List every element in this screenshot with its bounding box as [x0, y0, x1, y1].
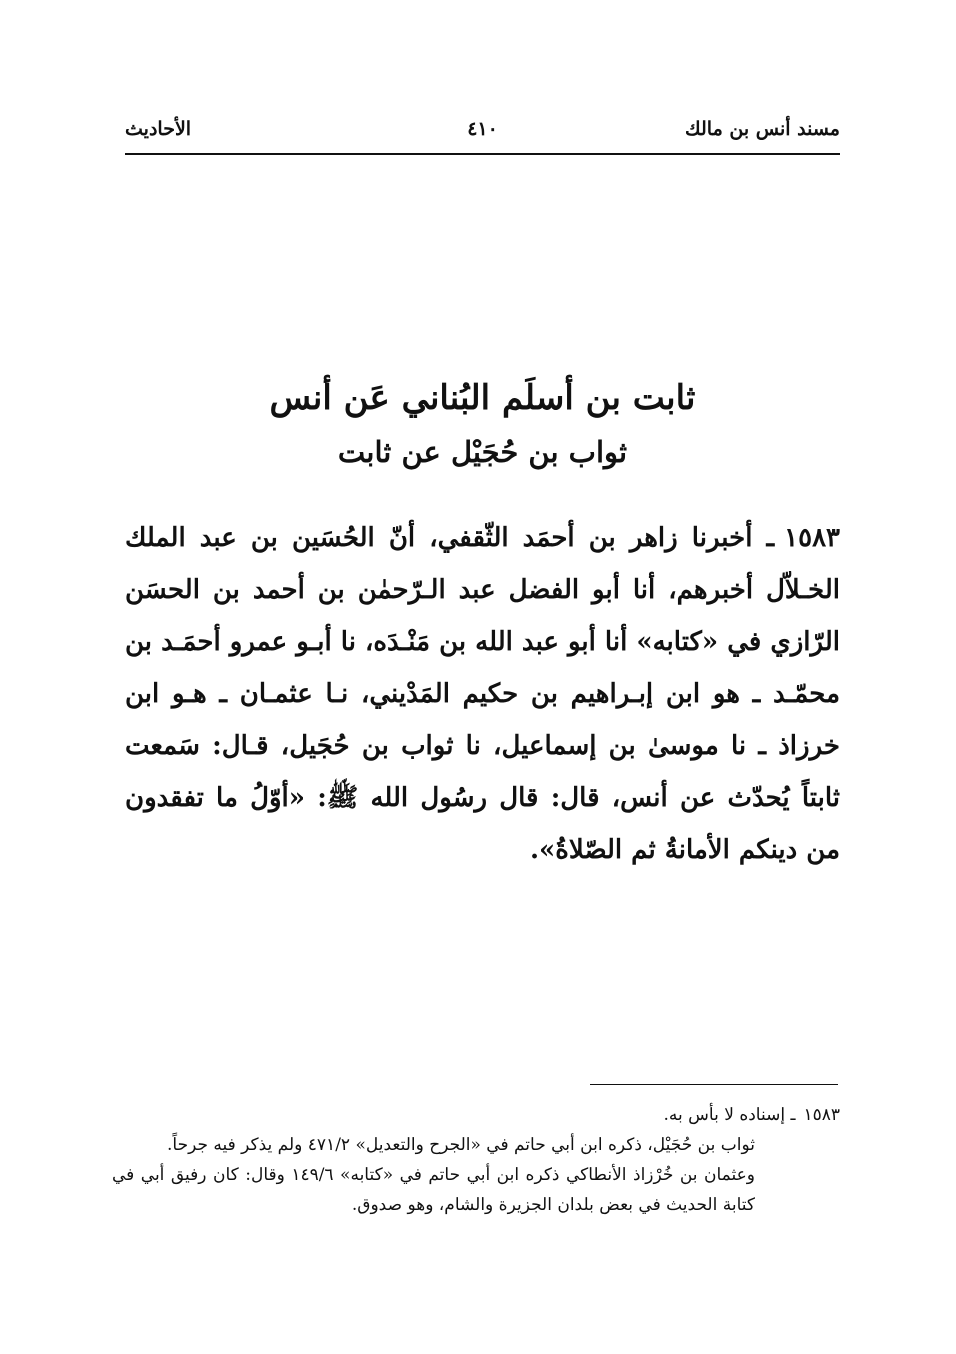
footnote-first-line — [112, 1100, 840, 1130]
footnote-number: ١٥٨٣ — [803, 1105, 840, 1125]
hadith-number: ١٥٨٣ — [784, 523, 840, 553]
hadith-text: ـ أخبرنا زاهر بن أحمَد الثّقفي، أنّ الحُسَين بن عبد الملك الخـلاّل أخبرهم، أنا أبو الفضل عبد الـرّحمٰن بن أحمد بن الحسَن الرّازي في «كتابه» أنا أبو عبد الله بن مَنْـدَه، نا أبـو عمرو أحمَـد بن محمّـد ـ هو ابن إبـراهيم بن حكيم المَدْيني، نـا عثمـان ـ هـو ابن خرزاذ ـ نا موسىٰ بن إسماعيل، نا ثواب بن حُجَيل، قـال: سَمعت ثابتاً يُحدّث عن أنس، قال: قال رسُول الله ﷺ: «أوّلُ ما تفقدون من دينكم الأمانةُ ثم الصّلاةُ». — [125, 523, 840, 865]
header-divider — [125, 153, 840, 155]
page-number: ٤١٠ — [467, 118, 498, 140]
footnotes — [112, 1100, 840, 1220]
hadith-paragraph — [125, 512, 840, 876]
section-title: الأحاديث — [125, 118, 192, 140]
footnote-assessment: ـ إسناده لا بأس به. — [663, 1105, 796, 1125]
book-title: مسند أنس بن مالك — [685, 118, 840, 140]
running-header — [125, 112, 840, 152]
chapter-titles — [125, 370, 840, 478]
chapter-heading: ثابت بن أسلَم البُناني عَن أنس — [269, 378, 696, 418]
subchapter-heading: ثواب بن حُجَيْل عن ثابت — [337, 435, 628, 469]
footnote-narrator-1: ثواب بن حُجَيْل، ذكره ابن أبي حاتم في «الجرح والتعديل» ٤٧١/٢ ولم يذكر فيه جرحاً. — [166, 1135, 755, 1155]
footnote-narrator-2: وعثمان بن خُرْزاذ الأنطاكي ذكره ابن أبي حاتم في «كتابه» ١٤٩/٦ وقال: كان رفيق أبي في كتابة الحديث في بعض بلدان الجزيرة والشام، وهو صدوق. — [112, 1165, 755, 1215]
footnote-divider — [590, 1084, 838, 1085]
